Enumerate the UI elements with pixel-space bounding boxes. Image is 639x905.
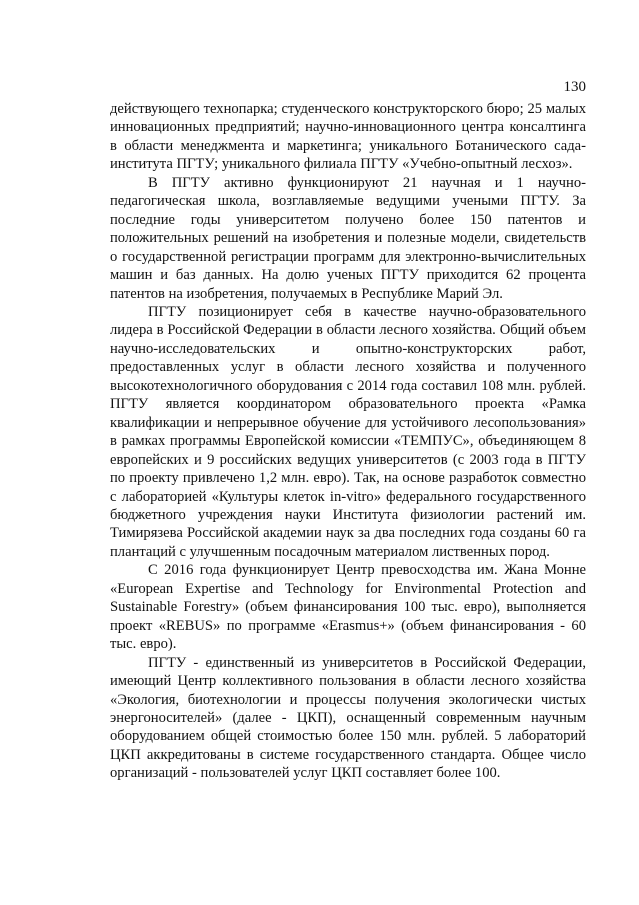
paragraph-shared-use-center: ПГТУ - единственный из университетов в Российской Федерации, имеющий Центр коллективного пользования в области лесного хозяйства «Экология, биотехнологии и процессы получения экологически чистых энергоносителей» (далее - ЦКП), оснащенный современным научным оборудованием общей стоимостью более 150 млн. рублей. 5 лабораторий ЦКП аккредитованы в системе государственного стандарта. Общее число организаций - пользователей услуг ЦКП составляет более 100. <box>110 654 586 782</box>
paragraph-jean-monnet-center: С 2016 года функционирует Центр превосходства им. Жана Монне «European Expertise and Technology for Environmental Protection and Sustainable Forestry» (объем финансирования 100 тыс. евро), выполняется проект «REBUS» по программе «Erasmus+» (объем финансирования - 60 тыс. евро). <box>110 562 586 653</box>
page-number: 130 <box>563 79 586 95</box>
paragraph-scientific-schools: В ПГТУ активно функционируют 21 научная и 1 научно-педагогическая школа, возглавляемые ведущими учеными ПГТУ. За последние годы университетом получено более 150 патентов и положительных решений на изобретения и полезные модели, свидетельств о государственной регистрации программ для электронно-вычислительных машин и баз данных. На долю ученых ПГТУ приходится 62 процента патентов на изобретения, получаемых в Республике Марий Эл. <box>110 174 586 302</box>
paragraph-forestry-leadership: ПГТУ позиционирует себя в качестве научно-образовательного лидера в Российской Федерации в области лесного хозяйства. Общий объем научно-исследовательских и опытно-конструкторских работ, предоставленных услуг в области лесного хозяйства и полученного высокотехнологичного оборудования с 2014 года составил 108 млн. рублей. ПГТУ является координатором образовательного проекта «Рамка квалификации и непрерывное обучение для устойчивого лесопользования» в рамках программы Европейской комиссии «ТЕМПУС», объединяющем 8 европейских и 9 российских ведущих университетов (с 2003 года в ПГТУ по проекту привлечено 1,2 млн. евро). Так, на основе разработок совместно с лабораторией «Культуры клеток in-vitro» федерального государственного бюджетного учреждения науки Института физиологии растений им. Тимирязева Российской академии наук за два последних года созданы 60 га плантаций с улучшенным посадочным материалом лиственных пород. <box>110 303 586 560</box>
body-text <box>110 100 586 783</box>
paragraph-continuation: действующего технопарка; студенческого конструкторского бюро; 25 малых инновационных предприятий; научно-инновационного центра консалтинга в области менеджмента и маркетинга; уникального Ботанического сада-института ПГТУ; уникального филиала ПГТУ «Учебно-опытный лесхоз». <box>110 101 586 173</box>
